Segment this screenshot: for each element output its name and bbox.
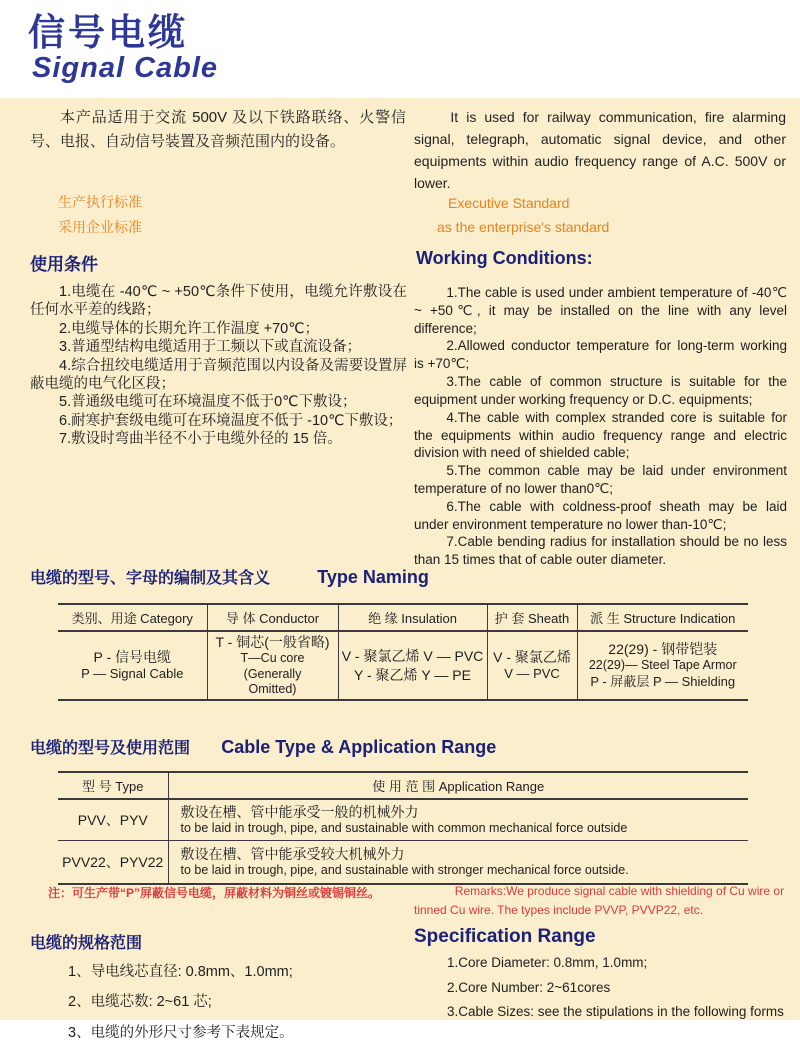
heading-chinese: 电缆的型号、字母的编制及其含义 xyxy=(30,570,271,587)
cell-range xyxy=(168,799,748,841)
cell-insulation xyxy=(338,631,487,700)
application-range-heading xyxy=(30,735,496,758)
cell-line: V - 聚氯乙烯 V — PVC xyxy=(341,648,484,665)
cell-line: to be laid in trough, pipe, and sustainable with common mechanical force outside xyxy=(180,821,628,836)
cell-line: 敷设在槽、管中能承受较大机械外力 xyxy=(180,846,405,863)
condition-item: 6.耐寒护套级电缆可在环境温度不低于 -10℃下敷设； xyxy=(59,412,403,429)
type-naming-heading xyxy=(30,565,429,588)
heading-english: Cable Type & Application Range xyxy=(221,737,497,757)
condition-item: 1.The cable is used under ambient temperature of -40℃ ~ +50℃, it may be installed on the line with any level difference; xyxy=(414,285,787,336)
column-header-category: 类别、用途 Category xyxy=(58,604,207,631)
table-row xyxy=(58,631,748,700)
executive-standard-english xyxy=(414,192,609,240)
specification-range-english xyxy=(414,926,784,1022)
working-conditions-list-english xyxy=(414,284,787,569)
cell-line: 22(29)— Steel Tape Armor xyxy=(588,658,737,673)
cell-line: P - 信号电缆 xyxy=(93,648,172,665)
cell-range xyxy=(168,841,748,885)
condition-item: 2.电缆导体的长期允许工作温度 +70℃； xyxy=(59,320,320,337)
note-chinese: 注：可生产带“P”屏蔽信号电缆，屏蔽材料为铜丝或镀锡铜丝。 xyxy=(48,886,381,900)
condition-item: 3.The cable of common structure is suitable for the equipment under working frequency or D.C. equipments; xyxy=(414,374,787,407)
application-range-table xyxy=(58,771,748,885)
table-row xyxy=(58,799,748,841)
working-conditions-heading-english: Working Conditions: xyxy=(416,248,593,268)
intro-paragraph-chinese: 本产品适用于交流 500V 及以下铁路联络、火警信号、电报、自动信号装置及音频范围内的设备。 xyxy=(30,109,406,151)
standard-line: 生产执行标准 xyxy=(58,194,142,210)
column-header-type: 型 号 Type xyxy=(58,772,168,799)
spec-item: 1、导电线芯直径: 0.8mm、1.0mm; xyxy=(68,964,293,980)
column-header-insulation: 绝 缘 Insulation xyxy=(338,604,487,631)
page-title-chinese: 信号电缆 xyxy=(28,12,188,53)
column-header-sheath: 护 套 Sheath xyxy=(487,604,577,631)
standard-line: 采用企业标准 xyxy=(58,218,142,235)
cell-type: PVV22、PYV22 xyxy=(58,841,168,885)
cell-structure xyxy=(577,631,748,700)
condition-item: 3.普通型结构电缆适用于工频以下或直流设备； xyxy=(59,339,362,356)
spec-item: 3、电缆的外形尺寸参考下表规定。 xyxy=(68,1024,294,1041)
column-header-structure: 派 生 Structure Indication xyxy=(577,604,748,631)
cell-line: Omitted) xyxy=(248,682,297,697)
heading-chinese: 电缆的型号及使用范围 xyxy=(30,740,191,757)
type-naming-table xyxy=(58,603,748,701)
cell-category xyxy=(58,631,207,700)
cell-line: V — PVC xyxy=(504,666,560,682)
standard-line: as the enterprise's standard xyxy=(437,218,610,235)
cell-line: P - 屏蔽层 P — Shielding xyxy=(590,673,736,689)
working-conditions-heading-chinese: 使用条件 xyxy=(30,255,98,274)
spec-heading-english: Specification Range xyxy=(414,926,596,947)
cell-line: T - 铜芯(一般省略) xyxy=(215,634,330,650)
intro-paragraph-english: It is used for railway communication, fire alarming signal, telegraph, automatic signal device, and other equipments within audio frequency range of A.C. 500V or lower. xyxy=(414,109,786,192)
cell-sheath xyxy=(487,631,577,700)
condition-item: 4.The cable with complex stranded core is suitable for the equipments within audio frequency range and electric division with need of shielded cable; xyxy=(414,409,787,461)
spec-item: 3.Cable Sizes: see the stipulations in the following forms xyxy=(447,1004,784,1020)
condition-item: 5.The common cable may be laid under environment temperature of no lower than0℃; xyxy=(414,463,787,496)
condition-item: 4.综合扭绞电缆适用于音频范围以内设备及需要设置屏蔽电缆的电气化区段； xyxy=(30,357,407,393)
cell-line: V - 聚氯乙烯 xyxy=(493,648,571,665)
table-header-row xyxy=(58,772,748,799)
executive-standard-chinese xyxy=(30,190,142,239)
condition-item: 2.Allowed conductor temperature for long-term working is +70℃; xyxy=(414,338,787,372)
spec-item: 1.Core Diameter: 0.8mm, 1.0mm; xyxy=(447,955,648,970)
page-header-band xyxy=(0,0,800,98)
condition-item: 7.Cable bending radius for installation should be no less than 15 times that of cable outer diameter. xyxy=(414,534,787,568)
cell-line: P — Signal Cable xyxy=(81,666,184,682)
condition-item: 1.电缆在 -40℃ ~ +50℃条件下使用，电缆允许敷设在任何水平差的线路； xyxy=(30,284,407,319)
page-title-english: Signal Cable xyxy=(32,52,219,84)
spec-heading-chinese: 电缆的规格范围 xyxy=(30,935,143,952)
specification-range-chinese xyxy=(30,930,294,1044)
column-header-conductor: 导 体 Conductor xyxy=(207,604,338,631)
heading-english: Type Naming xyxy=(317,567,429,587)
standard-line: Executive Standard xyxy=(448,195,570,211)
cell-line: 敷设在槽、管中能承受一般的机械外力 xyxy=(180,804,419,821)
column-header-range: 使 用 范 围 Application Range xyxy=(168,772,748,799)
condition-item: 6.The cable with coldness-proof sheath may be laid under environment temperature no lower than-10℃; xyxy=(414,498,787,532)
spec-item: 2、电缆芯数: 2~61 芯; xyxy=(68,994,212,1011)
condition-item: 7.敷设时弯曲半径不小于电缆外径的 15 倍。 xyxy=(59,431,342,448)
table-header-row xyxy=(58,604,748,631)
note-english: Remarks:We produce signal cable with shielding of Cu wire or tinned Cu wire. The types include PVVP, PVVP22, etc. xyxy=(414,884,785,917)
cell-line: T—Cu core (Generally xyxy=(240,651,305,681)
condition-item: 5.普通级电缆可在环境温度不低于0℃下敷设； xyxy=(59,394,357,411)
cell-line: 22(29) - 钢带铠装 xyxy=(608,641,718,658)
working-conditions-list-chinese xyxy=(30,283,407,449)
cell-conductor xyxy=(207,631,338,700)
cell-line: to be laid in trough, pipe, and sustainable with stronger mechanical force outside. xyxy=(180,863,629,878)
cell-line: Y - 聚乙烯 Y — PE xyxy=(354,666,471,683)
cell-type: PVV、PYV xyxy=(58,799,168,841)
spec-item: 2.Core Number: 2~61cores xyxy=(447,979,611,995)
table-row xyxy=(58,841,748,885)
